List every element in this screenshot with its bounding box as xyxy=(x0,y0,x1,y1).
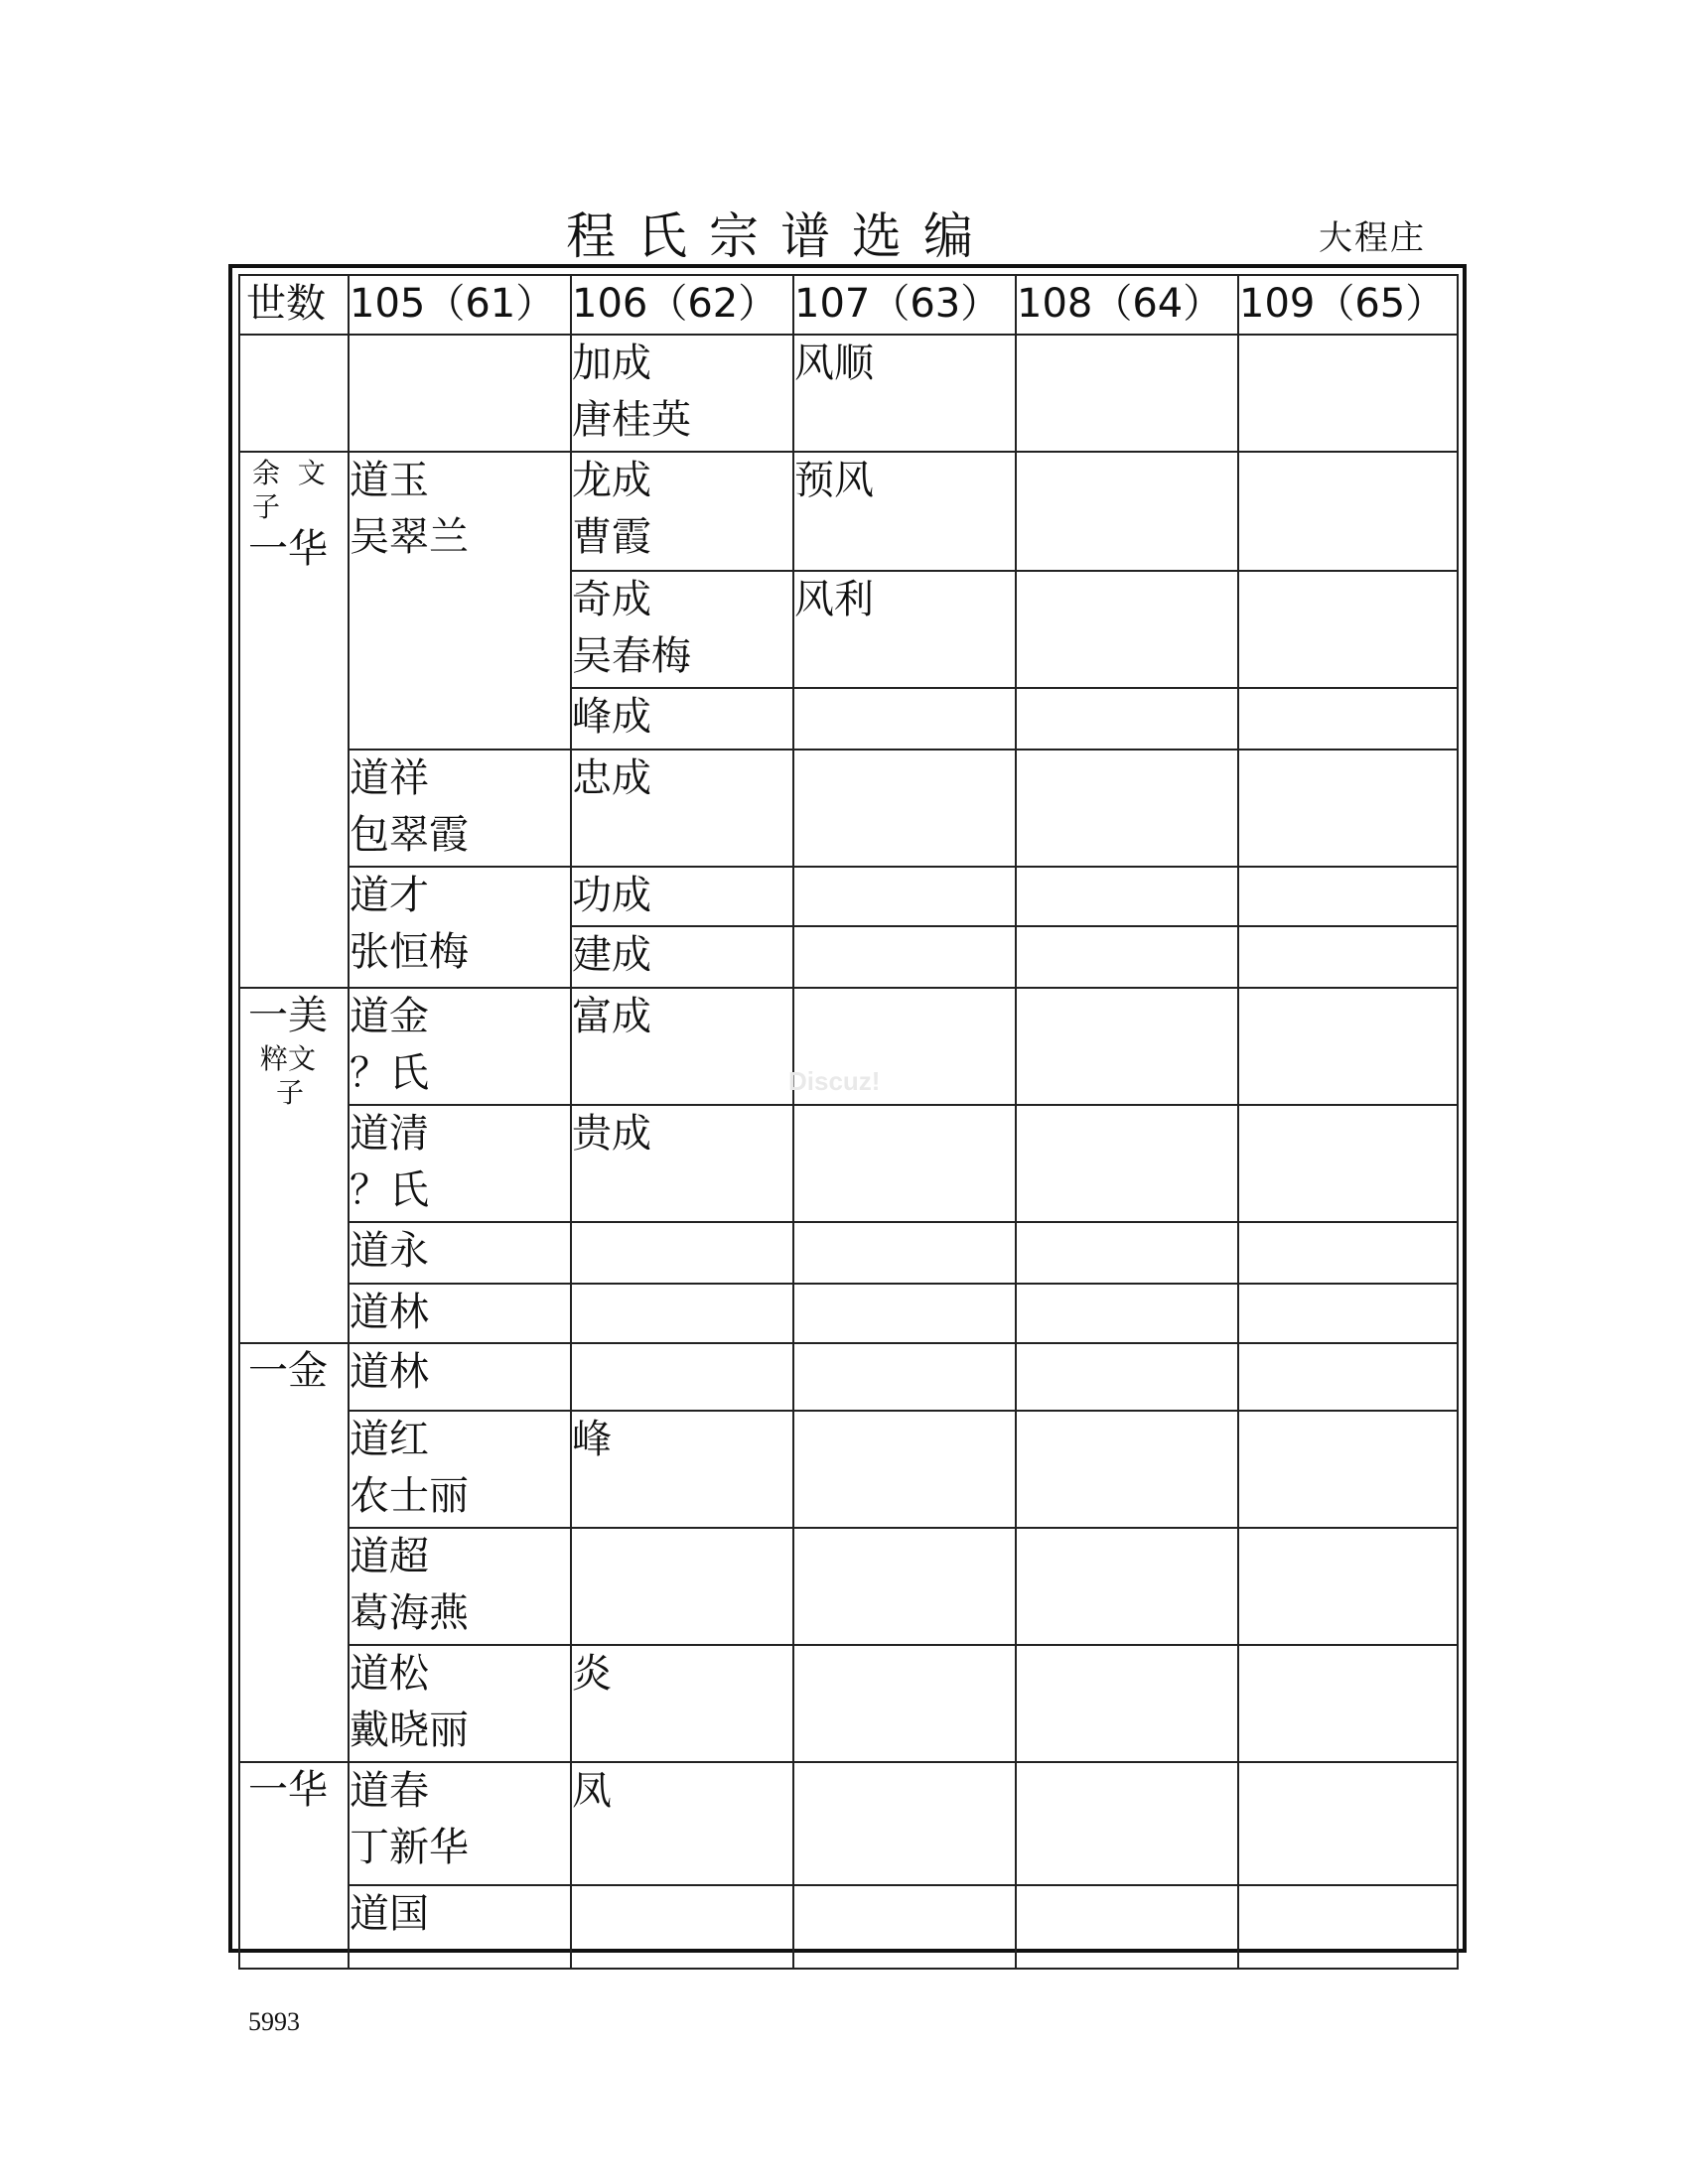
gen106-cell-line: 吴春梅 xyxy=(572,633,691,679)
gen108-cell xyxy=(1016,1343,1238,1411)
gen105-cell-line: 道清 xyxy=(350,1111,429,1157)
gen107-cell xyxy=(793,1645,1016,1762)
col-header: 世数 xyxy=(239,275,349,335)
gen109-cell xyxy=(1238,1885,1458,1969)
gen108-cell xyxy=(1016,1762,1238,1885)
gen106-cell xyxy=(571,867,793,926)
col-header: 109（65） xyxy=(1238,275,1458,335)
gen107-cell xyxy=(793,1762,1016,1885)
place-name: 大程庄 xyxy=(1319,218,1426,258)
gen106-cell-line: 曹霞 xyxy=(572,514,651,560)
gen106-cell xyxy=(571,1411,793,1528)
gen104-name: 一华 xyxy=(248,526,328,572)
gen105-cell xyxy=(349,1411,571,1528)
gen108-cell xyxy=(1016,750,1238,867)
gen106-cell xyxy=(571,1885,793,1969)
gen107-cell xyxy=(793,452,1016,571)
gen106-cell-line: 唐桂英 xyxy=(572,397,691,443)
gen107-cell xyxy=(793,571,1016,688)
gen106-cell xyxy=(571,335,793,452)
table-row xyxy=(239,335,1458,452)
gen107-cell xyxy=(793,335,1016,452)
gen105-cell-line: 丁新华 xyxy=(350,1825,469,1870)
gen105-cell xyxy=(349,988,571,1105)
gen106-cell xyxy=(571,688,793,750)
gen106-cell-line: 加成 xyxy=(572,341,651,386)
gen107-cell xyxy=(793,1528,1016,1645)
gen104-prefix: 粹文 xyxy=(260,1042,317,1075)
gen106-cell-line: 龙成 xyxy=(572,458,651,503)
gen105-cell-line: 吴翠兰 xyxy=(350,514,469,560)
gen105-cell-line: 葛海燕 xyxy=(350,1590,469,1636)
gen107-cell xyxy=(793,688,1016,750)
gen107-cell-line: 风顺 xyxy=(794,341,874,386)
gen106-cell xyxy=(571,750,793,867)
table-row xyxy=(239,1343,1458,1411)
gen109-cell xyxy=(1238,1222,1458,1284)
gen106-cell-line: 峰 xyxy=(572,1417,612,1462)
gen107-cell xyxy=(793,1222,1016,1284)
gen106-cell-line: 奇成 xyxy=(572,577,651,622)
gen106-cell xyxy=(571,1645,793,1762)
gen107-cell xyxy=(793,1105,1016,1222)
page-title: 程氏宗谱选编 xyxy=(566,207,995,265)
gen105-cell xyxy=(349,335,571,452)
gen108-cell xyxy=(1016,1528,1238,1645)
gen109-cell xyxy=(1238,1762,1458,1885)
table-row xyxy=(239,867,1458,926)
gen105-cell-line: 道林 xyxy=(350,1290,429,1335)
table-row xyxy=(239,750,1458,867)
gen104-name: 一美 xyxy=(248,993,328,1038)
gen106-cell xyxy=(571,926,793,988)
gen105-cell-line: 道红 xyxy=(350,1417,429,1462)
gen106-cell xyxy=(571,571,793,688)
gen105-cell xyxy=(349,1645,571,1762)
table-row xyxy=(239,1528,1458,1645)
gen105-cell-line: 道超 xyxy=(350,1534,429,1579)
gen106-cell-line: 忠成 xyxy=(572,755,651,801)
gen104-prefix xyxy=(240,340,348,343)
gen108-cell xyxy=(1016,1222,1238,1284)
gen105-cell-line: 道国 xyxy=(350,1891,429,1937)
gen107-cell xyxy=(793,1411,1016,1528)
genealogy-table xyxy=(238,274,1459,1970)
gen107-cell xyxy=(793,926,1016,988)
gen107-cell xyxy=(793,1343,1016,1411)
gen105-cell-line: 道祥 xyxy=(350,755,429,801)
table-row xyxy=(239,1105,1458,1222)
gen105-cell-line: 道松 xyxy=(350,1651,429,1697)
gen106-cell-line: 建成 xyxy=(572,932,651,978)
gen106-cell xyxy=(571,452,793,571)
gen109-cell xyxy=(1238,688,1458,750)
gen109-cell xyxy=(1238,1528,1458,1645)
watermark: Discuz! xyxy=(788,1066,881,1096)
gen107-cell xyxy=(793,1284,1016,1343)
header-row xyxy=(239,275,1458,335)
gen108-cell xyxy=(1016,335,1238,452)
gen105-cell xyxy=(349,452,571,750)
table-row xyxy=(239,1411,1458,1528)
gen104-cell xyxy=(239,988,349,1343)
gen105-cell-line: 包翠霞 xyxy=(350,812,469,858)
gen105-cell-line: 道永 xyxy=(350,1228,429,1274)
gen109-cell xyxy=(1238,452,1458,571)
gen109-cell xyxy=(1238,926,1458,988)
gen105-cell xyxy=(349,1762,571,1885)
gen106-cell xyxy=(571,1343,793,1411)
gen106-cell-line: 功成 xyxy=(572,873,651,918)
gen109-cell xyxy=(1238,571,1458,688)
gen106-cell xyxy=(571,1284,793,1343)
gen104-suffix: 子 xyxy=(252,490,281,523)
gen108-cell xyxy=(1016,452,1238,571)
gen106-cell xyxy=(571,1528,793,1645)
gen104-prefix: 余 文 xyxy=(252,457,326,489)
col-header: 105（61） xyxy=(349,275,571,335)
gen106-cell-line: 富成 xyxy=(572,994,651,1039)
gen105-cell-line: 道金 xyxy=(350,994,429,1039)
gen106-cell xyxy=(571,988,793,1105)
gen105-cell-line: 戴晓丽 xyxy=(350,1707,469,1753)
gen104-cell xyxy=(239,452,349,988)
gen106-cell xyxy=(571,1762,793,1885)
gen104-name: 一华 xyxy=(248,1767,328,1813)
col-header: 107（63） xyxy=(793,275,1016,335)
gen108-cell xyxy=(1016,1645,1238,1762)
gen105-cell-line: ？氏 xyxy=(350,1050,429,1096)
gen105-cell-line: ？氏 xyxy=(350,1167,429,1213)
gen104-cell xyxy=(239,335,349,452)
gen108-cell xyxy=(1016,1105,1238,1222)
gen109-cell xyxy=(1238,750,1458,867)
gen105-cell xyxy=(349,1284,571,1343)
gen109-cell xyxy=(1238,867,1458,926)
gen106-cell-line: 凤 xyxy=(572,1768,612,1814)
gen109-cell xyxy=(1238,1105,1458,1222)
gen109-cell xyxy=(1238,1284,1458,1343)
gen104-name: 一金 xyxy=(248,1348,328,1394)
gen107-cell xyxy=(793,750,1016,867)
gen109-cell xyxy=(1238,1411,1458,1528)
gen105-cell xyxy=(349,867,571,988)
gen106-cell-line: 炎 xyxy=(572,1651,612,1697)
gen106-cell xyxy=(571,1222,793,1284)
gen106-cell xyxy=(571,1105,793,1222)
table-row xyxy=(239,452,1458,571)
gen105-cell xyxy=(349,1105,571,1222)
gen105-cell-line: 农士丽 xyxy=(350,1473,469,1519)
gen108-cell xyxy=(1016,1885,1238,1969)
gen107-cell xyxy=(793,867,1016,926)
gen105-cell-line: 道玉 xyxy=(350,458,429,503)
gen108-cell xyxy=(1016,988,1238,1105)
gen105-cell xyxy=(349,750,571,867)
gen105-cell-line: 道林 xyxy=(350,1349,429,1395)
table-row xyxy=(239,1645,1458,1762)
gen108-cell xyxy=(1016,867,1238,926)
gen109-cell xyxy=(1238,1343,1458,1411)
gen108-cell xyxy=(1016,1411,1238,1528)
gen109-cell xyxy=(1238,988,1458,1105)
gen107-cell-line: 风利 xyxy=(794,577,874,622)
gen108-cell xyxy=(1016,688,1238,750)
gen108-cell xyxy=(1016,926,1238,988)
col-header: 106（62） xyxy=(571,275,793,335)
page-number: 5993 xyxy=(248,2007,300,2036)
table-row xyxy=(239,1222,1458,1284)
gen108-cell xyxy=(1016,1284,1238,1343)
gen107-cell xyxy=(793,1885,1016,1969)
gen107-cell-line: 预风 xyxy=(794,458,874,503)
gen105-cell xyxy=(349,1222,571,1284)
col-header: 108（64） xyxy=(1016,275,1238,335)
gen105-cell-line: 道春 xyxy=(350,1768,429,1814)
gen104-cell xyxy=(239,1343,349,1762)
gen106-cell-line: 峰成 xyxy=(572,694,651,740)
gen105-cell xyxy=(349,1343,571,1411)
gen105-cell xyxy=(349,1885,571,1969)
table-row xyxy=(239,1885,1458,1969)
table-row xyxy=(239,1284,1458,1343)
gen105-cell-line: 张恒梅 xyxy=(350,929,469,975)
gen104-suffix: 子 xyxy=(276,1076,305,1109)
gen109-cell xyxy=(1238,1645,1458,1762)
gen104-cell xyxy=(239,1762,349,1969)
gen106-cell-line: 贵成 xyxy=(572,1111,651,1157)
gen109-cell xyxy=(1238,335,1458,452)
gen105-cell-line: 道才 xyxy=(350,873,429,918)
table-row xyxy=(239,1762,1458,1885)
gen105-cell xyxy=(349,1528,571,1645)
gen108-cell xyxy=(1016,571,1238,688)
